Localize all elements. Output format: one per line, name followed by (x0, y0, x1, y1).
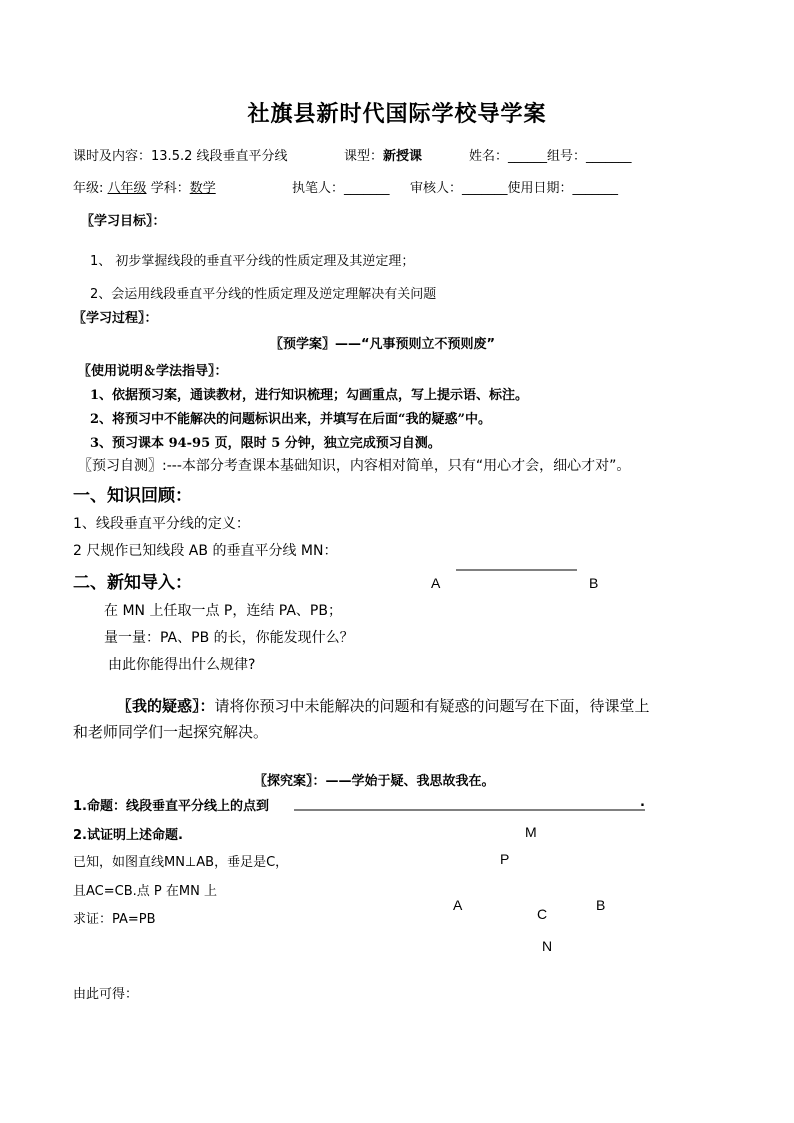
segment-label-b: B (589, 575, 599, 591)
given-line-1: 已知，如图直线MN⊥AB，垂足是C， (73, 855, 289, 870)
new-knowledge-heading: 二、新知导入： (73, 573, 192, 593)
new-knowledge-line-1: 在 MN 上任取一点 P，连结 PA、PB； (104, 603, 342, 619)
doubts-label: 〖我的疑惑〗： (117, 697, 215, 715)
preview-title: 〖预学案〗——“凡事预则立不预则废” (270, 337, 496, 352)
type-value: 新授课 (383, 149, 423, 164)
segment-label-a: A (431, 575, 441, 591)
new-knowledge-line-2: 量一量：PA、PB 的长，你能发现什么？ (104, 630, 354, 646)
given-line-2: 且AC=CB.点 P 在MN 上 (73, 884, 217, 899)
point-a-label: A (453, 897, 463, 913)
prove-line: 求证：PA=PB (73, 912, 156, 927)
content-label: 课时及内容： (73, 149, 152, 164)
proposition-end: . (640, 795, 645, 810)
point-p-label: P (500, 851, 510, 867)
doubts-text-1: 请将你预习中未能解决的问题和有疑惑的问题写在下面，待课堂上 (214, 697, 650, 715)
usage-item-3: 3、预习课本 94-95 页，限时 5 分钟，独立完成预习自测。 (90, 436, 441, 451)
process-heading: 〖学习过程〗： (73, 311, 158, 326)
point-c-label: C (537, 906, 548, 922)
goals-heading: 〖学习目标〗： (81, 214, 166, 229)
doubts-line-1 (117, 695, 650, 716)
lesson-type (344, 145, 422, 164)
grade-label: 年级: (73, 181, 104, 196)
proposition-label: 1.命题：线段垂直平分线上的点到 (73, 799, 269, 814)
writer-field: 执笔人：_______ (292, 181, 390, 196)
doubts-text-2: 和老师同学们一起探究解决。 (73, 723, 269, 741)
usage-item-2: 2、将预习中不能解决的问题标识出来，并填写在后面“我的疑惑”中。 (90, 412, 492, 427)
point-b-label: B (596, 897, 606, 913)
proof-heading: 2.试证明上述命题. (73, 828, 183, 843)
review-heading: 一、知识回顾： (73, 486, 192, 506)
point-m-label: M (525, 824, 537, 840)
content-value: 13.5.2 线段垂直平分线 (151, 149, 288, 164)
new-knowledge-line-3: 由此你能得出什么规律? (108, 657, 256, 673)
explore-title: 〖探究案〗：——学始于疑、我思故我在。 (254, 774, 495, 789)
goal-item-1: 1、 初步掌握线段的垂直平分线的性质定理及其逆定理； (90, 254, 415, 269)
subject-label: 学科： (150, 181, 190, 196)
conclusion-line: 由此可得： (73, 987, 139, 1002)
header-line-2 (73, 177, 216, 196)
page-title: 社旗县新时代国际学校导学案 (247, 101, 547, 127)
point-n-label: N (542, 938, 553, 954)
proposition-blank (290, 800, 650, 814)
reviewer-date-field: 审核人：_______使用日期：_______ (410, 181, 619, 196)
subject-value: 数学 (189, 181, 216, 196)
self-test-note: 〖预习自测〗:---本部分考查课本基础知识，内容相对简单，只有“用心才会，细心才对”。 (78, 458, 631, 474)
name-group-field: 姓名：______组号：_______ (469, 149, 632, 164)
type-label: 课型： (344, 149, 384, 164)
usage-heading: 〖使用说明＆学法指导〗： (78, 364, 228, 379)
review-question-2: 2 尺规作已知线段 AB 的垂直平分线 MN： (73, 543, 338, 559)
review-question-1: 1、线段垂直平分线的定义： (73, 516, 250, 532)
grade-value: 八年级 (107, 181, 147, 196)
usage-item-1: 1、依据预习案，通读教材，进行知识梳理；勾画重点，写上提示语、标注。 (90, 388, 529, 403)
goal-item-2: 2、会运用线段垂直平分线的性质定理及逆定理解决有关问题 (90, 287, 437, 302)
header-line-1 (73, 145, 288, 164)
